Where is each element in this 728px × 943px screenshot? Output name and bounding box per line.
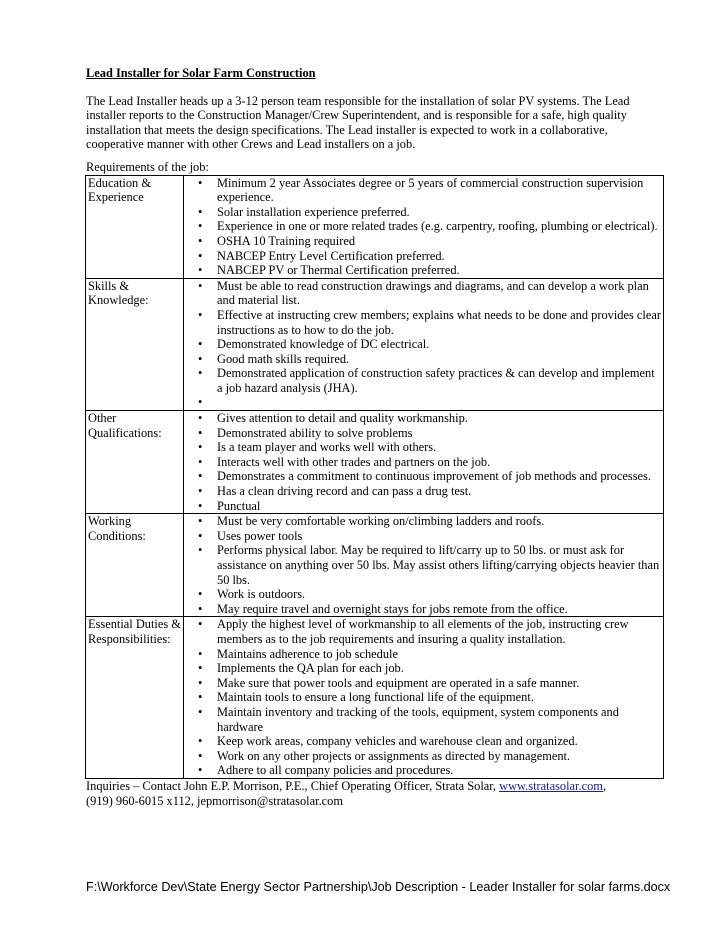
bullet-icon: • bbox=[198, 617, 203, 632]
requirements-heading: Requirements of the job: bbox=[86, 159, 209, 174]
requirement-category: Essential Duties & Responsibilities: bbox=[86, 617, 184, 779]
bullet-icon: • bbox=[198, 233, 203, 248]
list-item-text: Adhere to all company policies and procedures. bbox=[217, 763, 454, 778]
bullet-icon: • bbox=[198, 366, 203, 381]
bullet-icon: • bbox=[198, 675, 203, 690]
list-item bbox=[186, 705, 663, 734]
website-link[interactable]: www.stratasolar.com bbox=[499, 778, 603, 793]
list-item-text: Maintain tools to ensure a long functional life of the equipment. bbox=[217, 690, 534, 705]
bullet-icon: • bbox=[198, 204, 203, 219]
bullet-icon: • bbox=[198, 646, 203, 661]
bullet-icon: • bbox=[198, 454, 203, 469]
list-item bbox=[186, 219, 663, 234]
list-item bbox=[186, 749, 663, 764]
list-item bbox=[186, 647, 663, 662]
requirement-items-cell bbox=[184, 175, 664, 278]
list-item bbox=[186, 661, 663, 676]
list-item-text: Make sure that power tools and equipment are operated in a safe manner. bbox=[217, 675, 580, 690]
inquiries-text: Inquiries – Contact John E.P. Morrison, P.E., Chief Operating Officer, Strata Solar, bbox=[86, 778, 500, 793]
list-item bbox=[186, 676, 663, 691]
list-item-text: Minimum 2 year Associates degree or 5 years of commercial construction supervision experience. bbox=[217, 175, 644, 205]
list-item-text: Punctual bbox=[217, 498, 261, 513]
list-item bbox=[186, 529, 663, 544]
inquiries-suffix: , bbox=[602, 778, 607, 793]
list-item-text: Maintain inventory and tracking of the tools, equipment, system components and hardware bbox=[217, 704, 619, 734]
list-item bbox=[186, 263, 663, 278]
list-item-text: Performs physical labor. May be required to lift/carry up to 50 lbs. or must ask for assistance on anything over 50 lbs. May assist others lifting/carrying objects heavier than 50 lbs. bbox=[217, 543, 660, 587]
list-item bbox=[186, 308, 663, 337]
list-item-text: Keep work areas, company vehicles and warehouse clean and organized. bbox=[217, 734, 578, 749]
list-item-text: Solar installation experience preferred. bbox=[217, 204, 410, 219]
requirements-row bbox=[86, 175, 664, 278]
bullet-icon: • bbox=[198, 587, 203, 602]
bullet-icon: • bbox=[198, 278, 203, 293]
bullet-icon: • bbox=[198, 175, 203, 190]
requirement-category: Skills & Knowledge: bbox=[86, 278, 184, 410]
list-item-text: Demonstrated knowledge of DC electrical. bbox=[217, 337, 430, 352]
list-item-text: Interacts well with other trades and partners on the job. bbox=[217, 454, 491, 469]
contact-line bbox=[86, 779, 668, 794]
requirement-list bbox=[186, 279, 663, 410]
bullet-icon: • bbox=[198, 484, 203, 499]
bullet-icon: • bbox=[198, 395, 203, 410]
list-item bbox=[186, 543, 663, 587]
requirement-list bbox=[186, 176, 663, 278]
list-item bbox=[186, 690, 663, 705]
list-item-text: OSHA 10 Training required bbox=[217, 233, 356, 248]
list-item bbox=[186, 279, 663, 308]
list-item bbox=[186, 440, 663, 455]
list-item bbox=[186, 587, 663, 602]
requirement-items-cell bbox=[184, 514, 664, 617]
list-item-text: Has a clean driving record and can pass a drug test. bbox=[217, 484, 472, 499]
list-item-text: Must be very comfortable working on/climbing ladders and roofs. bbox=[217, 514, 545, 529]
list-item bbox=[186, 499, 663, 514]
bullet-icon: • bbox=[198, 514, 203, 529]
list-item bbox=[186, 411, 663, 426]
requirement-category: Education & Experience bbox=[86, 175, 184, 278]
bullet-icon: • bbox=[198, 734, 203, 749]
document-page bbox=[86, 66, 668, 808]
bullet-icon: • bbox=[198, 425, 203, 440]
bullet-icon: • bbox=[198, 248, 203, 263]
bullet-icon: • bbox=[198, 661, 203, 676]
phone-email-line: (919) 960-6015 x112, jepmorrison@stratasolar.com bbox=[86, 793, 343, 808]
list-item-text: Work on any other projects or assignments as directed by management. bbox=[217, 748, 571, 763]
list-item-text: Must be able to read construction drawings and diagrams, and can develop a work plan and material list. bbox=[217, 278, 649, 308]
list-item-text: Demonstrated ability to solve problems bbox=[217, 425, 413, 440]
list-item bbox=[186, 366, 663, 395]
list-item bbox=[186, 763, 663, 778]
list-item-text: Maintains adherence to job schedule bbox=[217, 646, 398, 661]
list-item bbox=[186, 617, 663, 646]
bullet-icon: • bbox=[198, 469, 203, 484]
bullet-icon: • bbox=[198, 337, 203, 352]
list-item bbox=[186, 455, 663, 470]
list-item bbox=[186, 249, 663, 264]
file-path-footer: F:\Workforce Dev\State Energy Sector Partnership\Job Description - Leader Installer for solar farms.docx bbox=[86, 880, 671, 894]
bullet-icon: • bbox=[198, 601, 203, 616]
bullet-icon: • bbox=[198, 263, 203, 278]
list-item bbox=[186, 514, 663, 529]
list-item-text: Is a team player and works well with others. bbox=[217, 440, 437, 455]
bullet-icon: • bbox=[198, 219, 203, 234]
requirement-category: Working Conditions: bbox=[86, 514, 184, 617]
list-item-text: NABCEP PV or Thermal Certification preferred. bbox=[217, 263, 460, 278]
intro-paragraph: The Lead Installer heads up a 3-12 person team responsible for the installation of solar PV systems. The Lead installer reports to the Construction Manager/Crew Superintendent, and is responsible for a safe, high quality installation that meets the design specifications. The Lead installer is expected to work in a collaborative, cooperative manner with other Crews and Lead installers on a job. bbox=[86, 93, 630, 152]
bullet-icon: • bbox=[198, 498, 203, 513]
list-item-text: NABCEP Entry Level Certification preferred. bbox=[217, 248, 445, 263]
requirement-items-cell bbox=[184, 278, 664, 410]
bullet-icon: • bbox=[198, 307, 203, 322]
list-item-text: May require travel and overnight stays for jobs remote from the office. bbox=[217, 601, 568, 616]
requirement-list bbox=[186, 617, 663, 778]
list-item bbox=[186, 176, 663, 205]
requirement-items-cell bbox=[184, 411, 664, 514]
list-item-text: Demonstrates a commitment to continuous improvement of job methods and processes. bbox=[217, 469, 651, 484]
bullet-icon: • bbox=[198, 440, 203, 455]
list-item bbox=[186, 352, 663, 367]
bullet-icon: • bbox=[198, 690, 203, 705]
requirements-row bbox=[86, 514, 664, 617]
bullet-icon: • bbox=[198, 543, 203, 558]
list-item-text: Implements the QA plan for each job. bbox=[217, 661, 404, 676]
list-item bbox=[186, 734, 663, 749]
requirement-items-cell bbox=[184, 617, 664, 779]
list-item bbox=[186, 395, 663, 410]
list-item-text: Effective at instructing crew members; explains what needs to be done and provides clear instructions as to how to do the job. bbox=[217, 307, 661, 337]
bullet-icon: • bbox=[198, 763, 203, 778]
list-item bbox=[186, 337, 663, 352]
requirements-row bbox=[86, 278, 664, 410]
list-item-text: Work is outdoors. bbox=[217, 587, 306, 602]
bullet-icon: • bbox=[198, 528, 203, 543]
bullet-icon: • bbox=[198, 748, 203, 763]
requirements-row bbox=[86, 617, 664, 779]
requirements-row bbox=[86, 411, 664, 514]
list-item bbox=[186, 602, 663, 617]
list-item bbox=[186, 469, 663, 484]
list-item-text: Good math skills required. bbox=[217, 351, 350, 366]
list-item-text: Experience in one or more related trades (e.g. carpentry, roofing, plumbing or electrical). bbox=[217, 219, 658, 234]
requirement-list bbox=[186, 411, 663, 513]
bullet-icon: • bbox=[198, 704, 203, 719]
list-item bbox=[186, 205, 663, 220]
list-item bbox=[186, 426, 663, 441]
list-item bbox=[186, 234, 663, 249]
list-item bbox=[186, 484, 663, 499]
requirement-category: Other Qualifications: bbox=[86, 411, 184, 514]
bullet-icon: • bbox=[198, 351, 203, 366]
bullet-icon: • bbox=[198, 411, 203, 426]
list-item-text: Uses power tools bbox=[217, 528, 303, 543]
requirement-list bbox=[186, 514, 663, 616]
document-title: Lead Installer for Solar Farm Construction bbox=[86, 66, 316, 80]
list-item-text: Gives attention to detail and quality workmanship. bbox=[217, 411, 468, 426]
list-item-text: Demonstrated application of construction safety practices & can develop and implement a job hazard analysis (JHA). bbox=[217, 366, 655, 395]
list-item-text: Apply the highest level of workmanship to all elements of the job, instructing crew members as to the job requirements and insuring a quality installation. bbox=[217, 617, 629, 646]
requirements-table bbox=[85, 175, 664, 779]
